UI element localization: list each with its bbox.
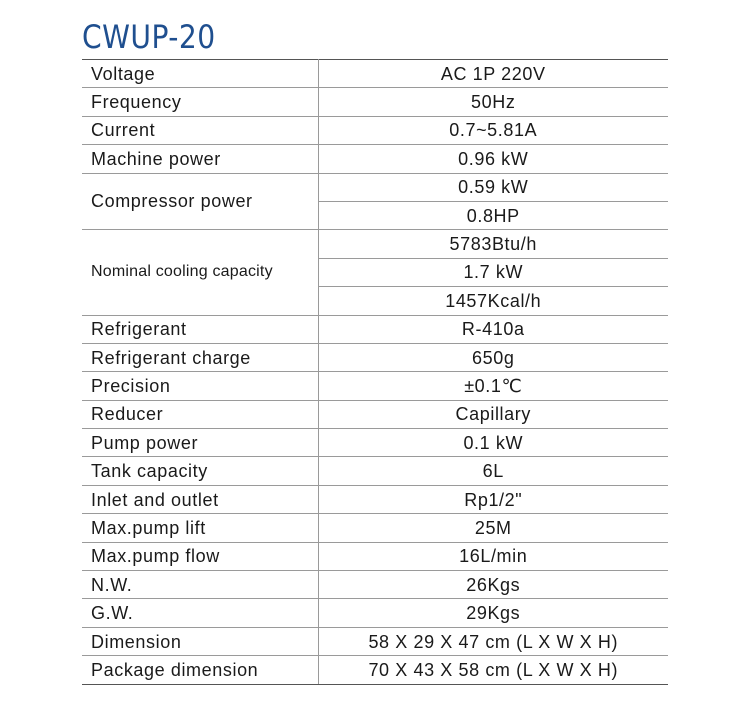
spec-value: 16L/min bbox=[318, 542, 668, 570]
spec-label: Refrigerant charge bbox=[82, 343, 318, 371]
spec-label: Tank capacity bbox=[82, 457, 318, 485]
spec-value: 70 X 43 X 58 cm (L X W X H) bbox=[318, 656, 668, 684]
table-row bbox=[82, 173, 668, 201]
table-row bbox=[82, 485, 668, 513]
table-row bbox=[82, 457, 668, 485]
table-row bbox=[82, 88, 668, 116]
spec-value: AC 1P 220V bbox=[318, 60, 668, 88]
spec-label: Compressor power bbox=[82, 173, 318, 230]
spec-value: 1457Kcal/h bbox=[318, 287, 668, 315]
table-row bbox=[82, 116, 668, 144]
spec-value: 0.96 kW bbox=[318, 145, 668, 173]
spec-value: 58 X 29 X 47 cm (L X W X H) bbox=[318, 627, 668, 655]
table-row bbox=[82, 571, 668, 599]
spec-label: Precision bbox=[82, 372, 318, 400]
table-row bbox=[82, 343, 668, 371]
spec-label: Refrigerant bbox=[82, 315, 318, 343]
spec-value: 0.59 kW bbox=[318, 173, 668, 201]
table-row bbox=[82, 429, 668, 457]
spec-value: R-410a bbox=[318, 315, 668, 343]
spec-value: 0.1 kW bbox=[318, 429, 668, 457]
spec-label: Frequency bbox=[82, 88, 318, 116]
table-row bbox=[82, 60, 668, 88]
spec-value: ±0.1℃ bbox=[318, 372, 668, 400]
spec-value: 50Hz bbox=[318, 88, 668, 116]
table-row bbox=[82, 627, 668, 655]
table-row bbox=[82, 400, 668, 428]
spec-table bbox=[82, 59, 668, 685]
spec-value: 1.7 kW bbox=[318, 258, 668, 286]
spec-label: Pump power bbox=[82, 429, 318, 457]
spec-label: Voltage bbox=[82, 60, 318, 88]
spec-label: G.W. bbox=[82, 599, 318, 627]
spec-label: N.W. bbox=[82, 571, 318, 599]
spec-label: Machine power bbox=[82, 145, 318, 173]
table-row bbox=[82, 514, 668, 542]
spec-label: Current bbox=[82, 116, 318, 144]
spec-value: 5783Btu/h bbox=[318, 230, 668, 258]
spec-label: Max.pump lift bbox=[82, 514, 318, 542]
spec-value: Capillary bbox=[318, 400, 668, 428]
spec-label: Dimension bbox=[82, 627, 318, 655]
table-row bbox=[82, 542, 668, 570]
table-row bbox=[82, 145, 668, 173]
table-row bbox=[82, 372, 668, 400]
table-row bbox=[82, 230, 668, 258]
spec-label: Inlet and outlet bbox=[82, 485, 318, 513]
spec-value: Rp1/2" bbox=[318, 485, 668, 513]
spec-label: Reducer bbox=[82, 400, 318, 428]
page-title: CWUP-20 bbox=[82, 18, 216, 56]
spec-label: Package dimension bbox=[82, 656, 318, 684]
spec-label: Max.pump flow bbox=[82, 542, 318, 570]
spec-label: Nominal cooling capacity bbox=[82, 230, 318, 315]
spec-value: 650g bbox=[318, 343, 668, 371]
spec-value: 0.7~5.81A bbox=[318, 116, 668, 144]
spec-value: 29Kgs bbox=[318, 599, 668, 627]
table-row bbox=[82, 599, 668, 627]
spec-value: 25M bbox=[318, 514, 668, 542]
table-row bbox=[82, 656, 668, 684]
spec-value: 6L bbox=[318, 457, 668, 485]
spec-value: 0.8HP bbox=[318, 201, 668, 229]
spec-value: 26Kgs bbox=[318, 571, 668, 599]
table-row bbox=[82, 315, 668, 343]
